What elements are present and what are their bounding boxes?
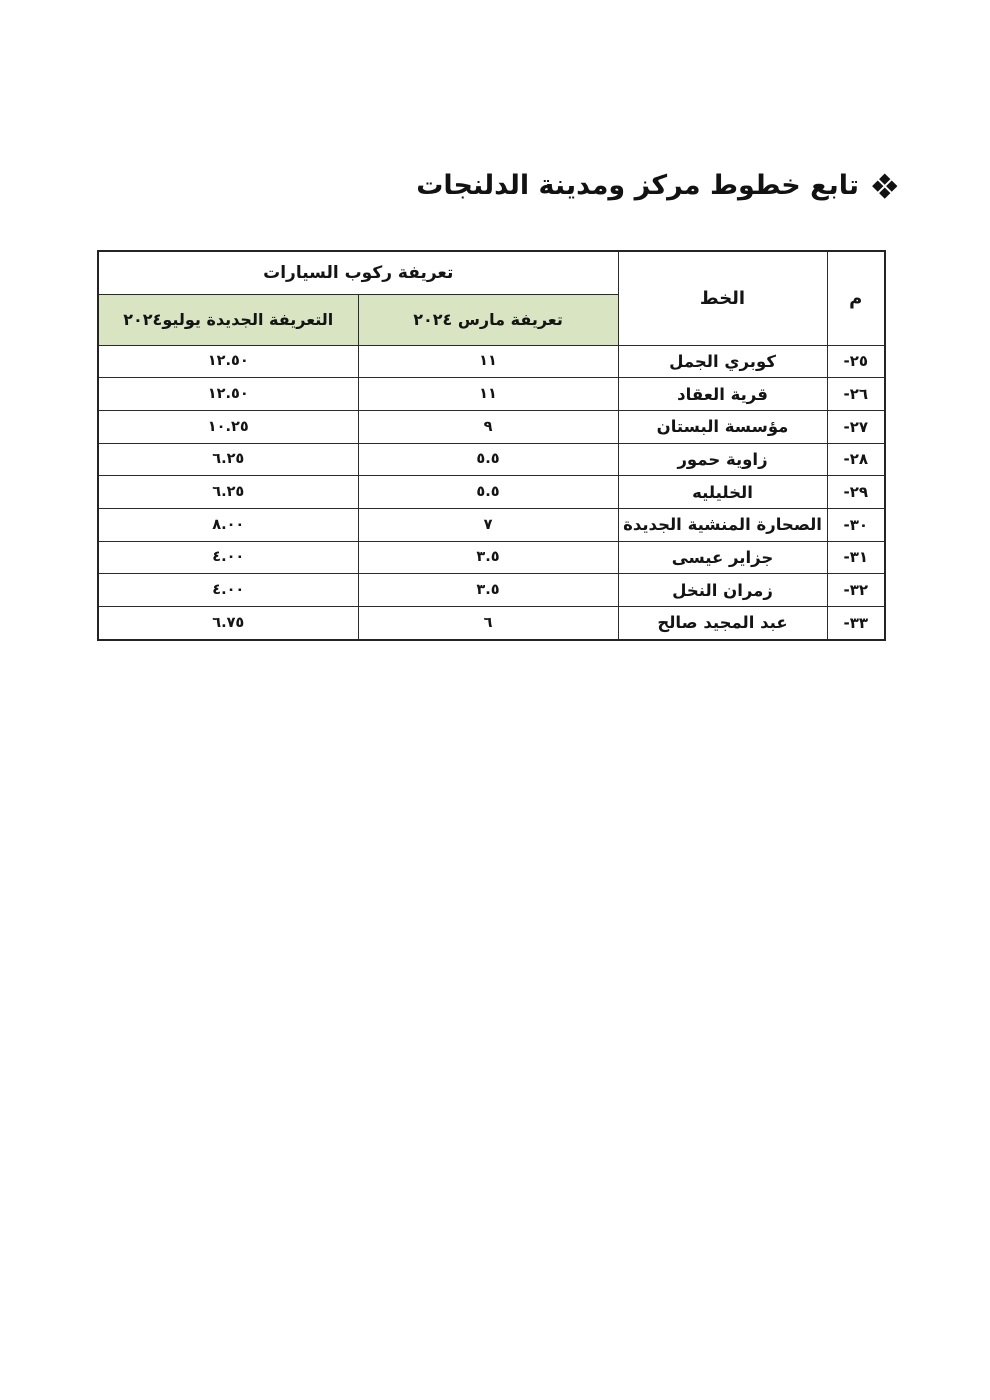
- cell-line: الصحارة المنشية الجديدة: [618, 508, 827, 541]
- cell-july: ٨.٠٠: [98, 508, 358, 541]
- cell-line: زاوية حمور: [618, 443, 827, 476]
- cell-line: زمران النخل: [618, 574, 827, 607]
- cell-num: ٣٢-: [827, 574, 885, 607]
- cell-july: ١٢.٥٠: [98, 345, 358, 378]
- cell-march: ٥.٥: [358, 443, 618, 476]
- table-row: [98, 378, 885, 411]
- cell-july: ٦.٢٥: [98, 443, 358, 476]
- table-row: [98, 607, 885, 640]
- cell-july: ٤.٠٠: [98, 574, 358, 607]
- cell-line: مؤسسة البستان: [618, 410, 827, 443]
- cell-march: ١١: [358, 378, 618, 411]
- cell-july: ١٢.٥٠: [98, 378, 358, 411]
- cell-march: ٣.٥: [358, 574, 618, 607]
- cell-line: الخليليه: [618, 476, 827, 509]
- cell-march: ٥.٥: [358, 476, 618, 509]
- page-title: تابع خطوط مركز ومدينة الدلنجات: [416, 170, 859, 201]
- cell-july: ١٠.٢٥: [98, 410, 358, 443]
- title-row: [416, 170, 895, 201]
- cell-num: ٢٥-: [827, 345, 885, 378]
- cell-line: كوبري الجمل: [618, 345, 827, 378]
- cell-line: عبد المجيد صالح: [618, 607, 827, 640]
- table-row: [98, 574, 885, 607]
- header-line: الخط: [618, 251, 827, 345]
- cell-line: قرية العقاد: [618, 378, 827, 411]
- cell-line: جزاير عيسى: [618, 541, 827, 574]
- header-num: م: [827, 251, 885, 345]
- cell-num: ٢٦-: [827, 378, 885, 411]
- cell-march: ٩: [358, 410, 618, 443]
- header-march-tariff: تعريفة مارس ٢٠٢٤: [358, 294, 618, 345]
- cell-num: ٢٩-: [827, 476, 885, 509]
- cell-march: ١١: [358, 345, 618, 378]
- cell-july: ٦.٧٥: [98, 607, 358, 640]
- cell-num: ٢٧-: [827, 410, 885, 443]
- diamond-bullet-icon: [874, 175, 895, 196]
- cell-march: ٣.٥: [358, 541, 618, 574]
- cell-july: ٤.٠٠: [98, 541, 358, 574]
- header-july-tariff: التعريفة الجديدة يوليو٢٠٢٤: [98, 294, 358, 345]
- fare-table: [97, 250, 886, 641]
- header-tariff-group: تعريفة ركوب السيارات: [98, 251, 618, 294]
- table-row: [98, 508, 885, 541]
- header-row-group: [98, 251, 885, 294]
- cell-march: ٦: [358, 607, 618, 640]
- cell-july: ٦.٢٥: [98, 476, 358, 509]
- table-row: [98, 476, 885, 509]
- cell-num: ٣٣-: [827, 607, 885, 640]
- cell-march: ٧: [358, 508, 618, 541]
- cell-num: ٣١-: [827, 541, 885, 574]
- table-row: [98, 443, 885, 476]
- table-row: [98, 541, 885, 574]
- table-row: [98, 410, 885, 443]
- cell-num: ٢٨-: [827, 443, 885, 476]
- table-row: [98, 345, 885, 378]
- cell-num: ٣٠-: [827, 508, 885, 541]
